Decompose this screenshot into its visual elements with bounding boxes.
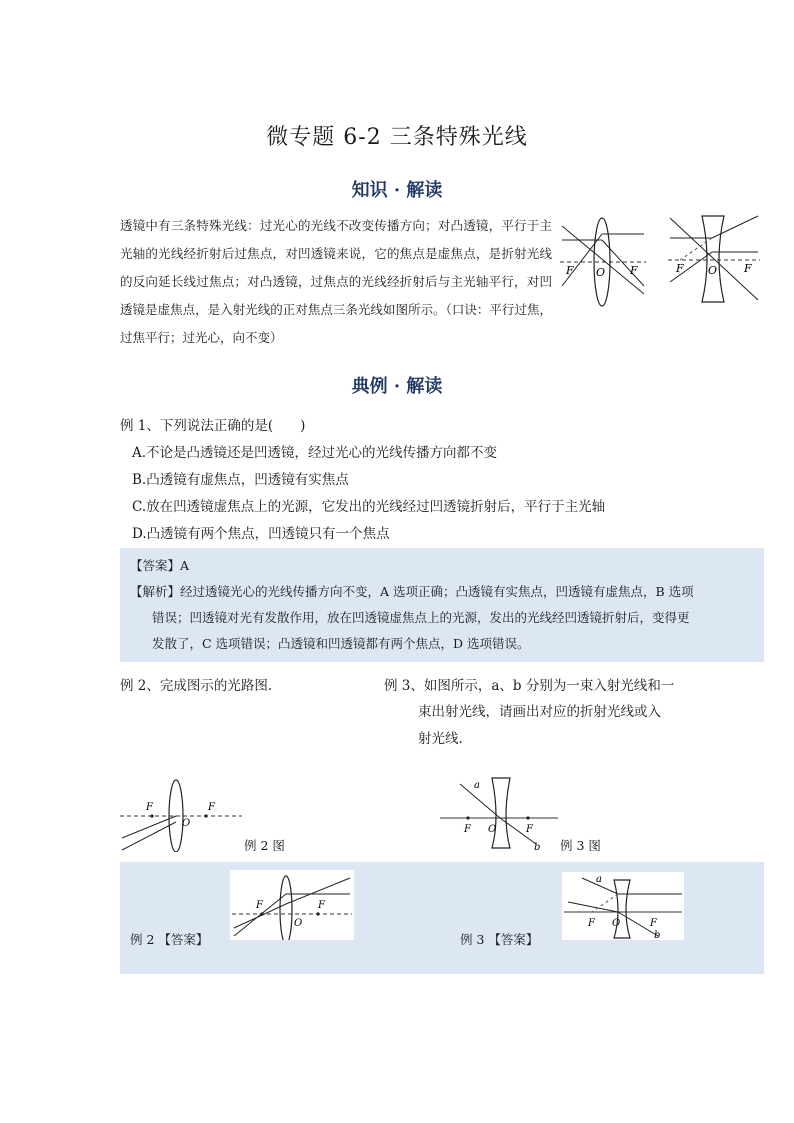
focus-label: F bbox=[464, 824, 471, 835]
example2-figure bbox=[118, 776, 244, 852]
example3-answer-label: 例 3 【答案】 bbox=[460, 932, 539, 947]
focus-label: F bbox=[650, 918, 657, 929]
center-label: O bbox=[488, 824, 497, 835]
section-heading-knowledge: 知识 · 解读 bbox=[351, 180, 443, 201]
example3-answer-figure bbox=[562, 872, 684, 940]
center-label: O bbox=[612, 918, 621, 929]
concave-lens-three-rays-diagram bbox=[666, 212, 762, 308]
convex-lens-three-rays-diagram bbox=[558, 214, 648, 310]
example1-option-c: C.放在凹透镜虚焦点上的光源，它发出的光线经过凹透镜折射后，平行于主光轴 bbox=[132, 499, 606, 515]
ray-a-label: a bbox=[596, 874, 602, 885]
example1-option-b: B.凸透镜有虚焦点，凹透镜有实焦点 bbox=[132, 472, 349, 488]
example2-caption: 例 2 图 bbox=[244, 838, 285, 853]
focus-label: F bbox=[256, 900, 263, 911]
page-title: 微专题 6-2 三条特殊光线 bbox=[266, 125, 528, 150]
focus-label: F bbox=[146, 802, 153, 813]
examples-2-3-answer-box bbox=[120, 862, 764, 974]
example3-stem-line: 束出射光线，请画出对应的折射光线或入 bbox=[418, 704, 661, 720]
example3-figure bbox=[440, 776, 560, 852]
ray-a-label: a bbox=[474, 780, 480, 791]
example3-stem-line: 射光线. bbox=[418, 731, 463, 747]
example1-analysis-line: 【解析】经过透镜光心的光线传播方向不变，A 选项正确；凸透镜有实焦点，凹透镜有虚焦点，B 选项 bbox=[130, 584, 694, 599]
example1-analysis-line: 发散了，C 选项错误；凸透镜和凹透镜都有两个焦点，D 选项错误。 bbox=[152, 636, 530, 651]
focus-label: F bbox=[566, 264, 574, 277]
example1-answer: 【答案】A bbox=[130, 558, 190, 573]
center-label: O bbox=[294, 918, 303, 929]
focus-label: F bbox=[676, 262, 684, 275]
focus-label: F bbox=[208, 802, 215, 813]
focus-label: F bbox=[588, 918, 595, 929]
example1-analysis-line: 错误；凹透镜对光有发散作用，放在凹透镜虚焦点上的光源，发出的光线经凹透镜折射后，变得更 bbox=[152, 610, 690, 625]
example3-stem-line: 例 3、如图所示，a、b 分别为一束入射光线和一 bbox=[384, 678, 675, 694]
example1-option-d: D.凸透镜有两个焦点，凹透镜只有一个焦点 bbox=[132, 526, 390, 542]
example1-stem: 例 1、下列说法正确的是( ) bbox=[120, 418, 306, 434]
focus-label: F bbox=[630, 264, 638, 277]
focus-label: F bbox=[526, 824, 533, 835]
ray-b-label: b bbox=[534, 842, 541, 852]
example2-answer-figure bbox=[230, 870, 354, 940]
center-label: O bbox=[182, 818, 191, 829]
focus-label: F bbox=[744, 262, 752, 275]
ray-b-label: b bbox=[654, 930, 661, 940]
center-label: O bbox=[596, 266, 606, 279]
intro-paragraph: 透镜中有三条特殊光线：过光心的光线不改变传播方向；对凸透镜，平行于主光轴的光线经折射后过焦点，对凹透镜来说，它的焦点是虚焦点，是折射光线的反向延长线过焦点；对凸透镜，过焦点的光线经折射后与主光轴平行，对凹透镜是虚焦点，是入射光线的正对焦点三条光线如图所示。（口诀：平行过焦，过焦平行；过光心，向不变） bbox=[120, 218, 552, 345]
focus-label: F bbox=[318, 900, 325, 911]
example3-caption: 例 3 图 bbox=[560, 838, 601, 853]
section-heading-examples: 典例 · 解读 bbox=[351, 376, 443, 397]
center-label: O bbox=[708, 264, 718, 277]
example1-option-a: A.不论是凸透镜还是凹透镜，经过光心的光线传播方向都不变 bbox=[132, 445, 498, 461]
example2-answer-label: 例 2 【答案】 bbox=[130, 932, 209, 947]
example1-answer-box bbox=[120, 548, 764, 662]
example2-stem: 例 2、完成图示的光路图. bbox=[120, 678, 273, 694]
